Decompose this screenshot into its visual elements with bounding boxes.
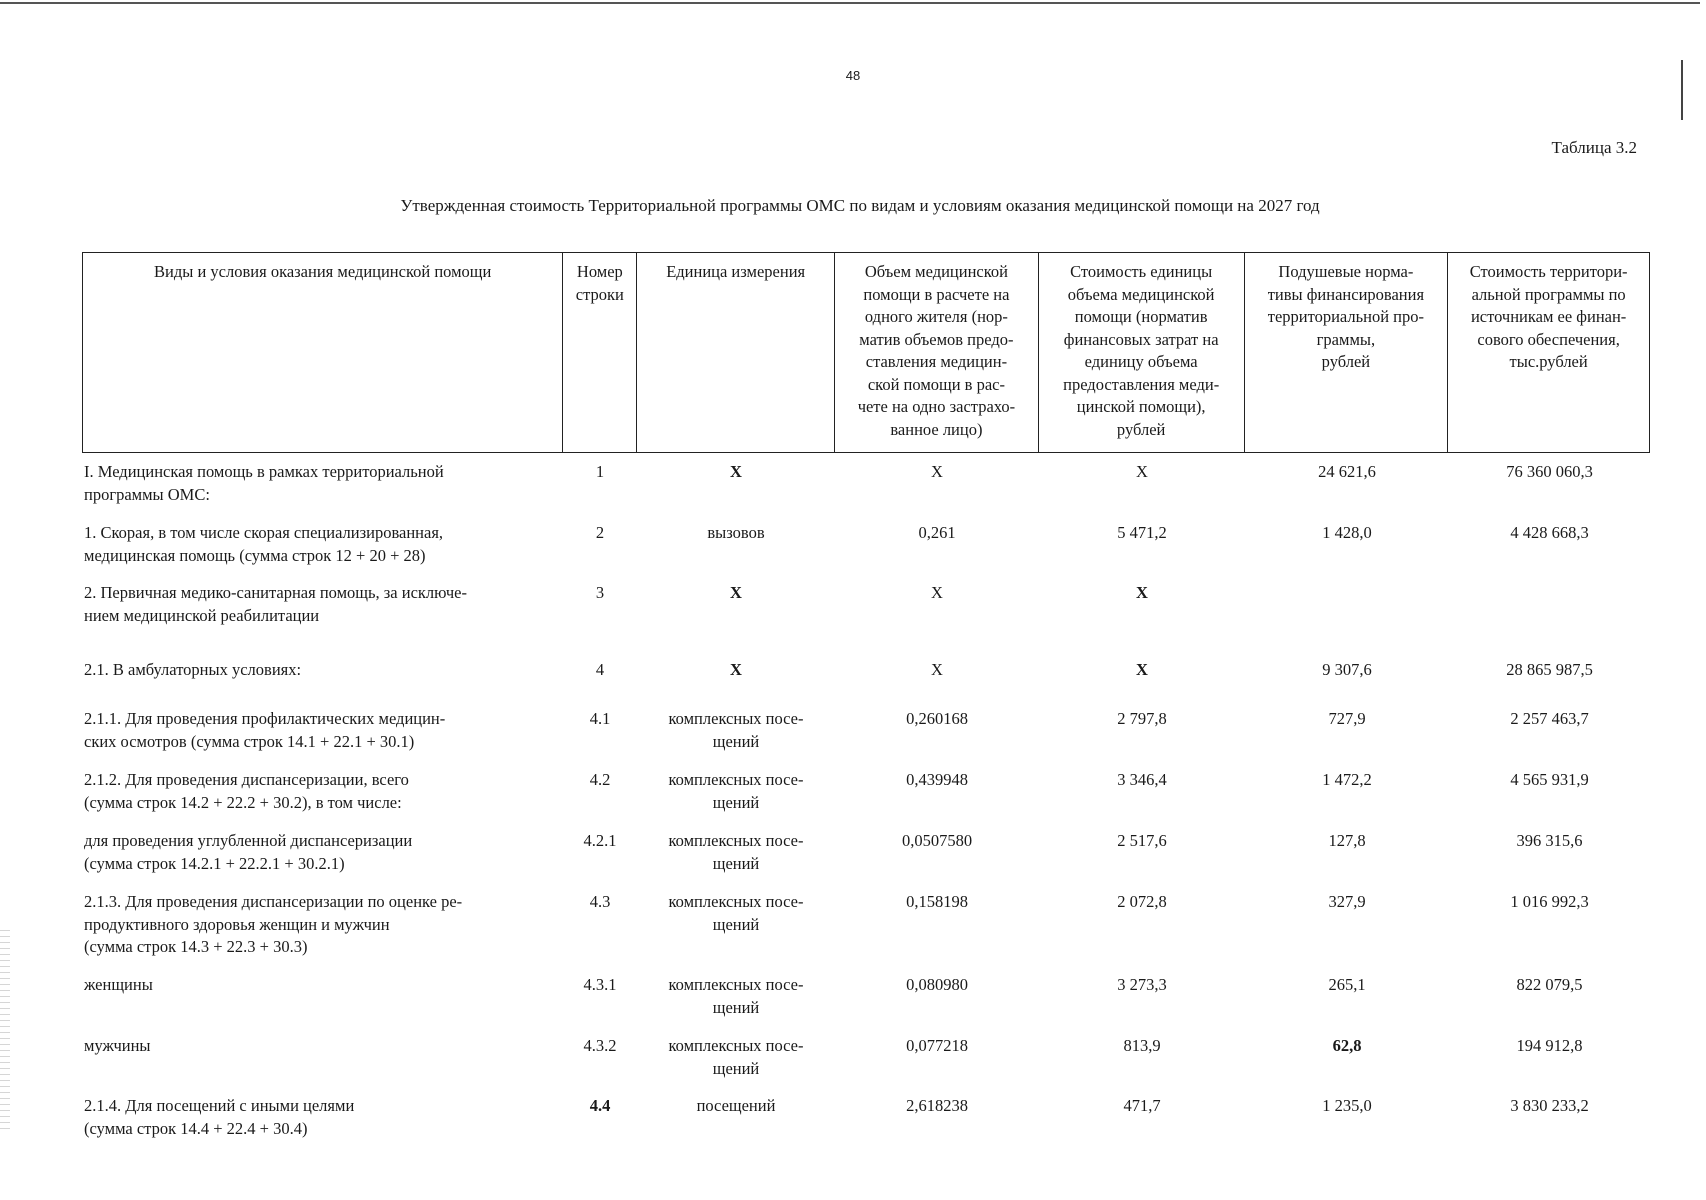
row-unit: X — [730, 660, 742, 679]
row-number: 1 — [595, 462, 605, 481]
row-number: 2 — [595, 523, 605, 542]
row-unit-cost: 471,7 — [1123, 1096, 1161, 1115]
row-name: 2.1.3. Для проведения диспансеризации по оценке ре- продуктивного здоровья женщин и мужчин (сумма строк 14.3 + 22.3 + 30.3) — [84, 892, 463, 956]
row-per-capita: 62,8 — [1332, 1036, 1362, 1055]
row-unit: вызовов — [707, 523, 765, 542]
row-total: 4 428 668,3 — [1510, 523, 1589, 542]
row-unit: комплексных посе- щений — [668, 709, 804, 751]
row-unit: комплексных посе- щений — [668, 975, 804, 1017]
row-unit-cost: 2 072,8 — [1117, 892, 1167, 911]
row-per-capita: 9 307,6 — [1322, 660, 1372, 679]
header-cell-type: Виды и условия оказания медицинской помощи — [83, 253, 563, 452]
scan-edge-line — [0, 2, 1700, 4]
row-number: 4.1 — [589, 709, 611, 728]
row-per-capita: 1 472,2 — [1322, 770, 1372, 789]
row-total: 1 016 992,3 — [1510, 892, 1589, 911]
row-name: 1. Скорая, в том числе скорая специализированная, медицинская помощь (сумма строк 12 + 20 + 28) — [84, 523, 444, 565]
row-volume: X — [931, 660, 943, 679]
row-total: 194 912,8 — [1516, 1036, 1583, 1055]
row-number: 4.3 — [589, 892, 611, 911]
row-volume: 0,439948 — [906, 770, 968, 789]
row-number: 4.2.1 — [583, 831, 617, 850]
row-unit-cost: 2 797,8 — [1117, 709, 1167, 728]
table-header — [82, 252, 1650, 453]
row-name: 2.1.4. Для посещений с иными целями (сумма строк 14.4 + 22.4 + 30.4) — [84, 1096, 355, 1138]
row-volume: 0,080980 — [906, 975, 968, 994]
row-name: I. Медицинская помощь в рамках территориальной программы ОМС: — [84, 462, 444, 504]
row-unit-cost: X — [1136, 583, 1148, 602]
header-cell-volume: Объем медицинской помощи в расчете на одного жителя (нор- матив объемов предо- ставления медицин- ской помощи в рас- чете на одно застрахо- ванное лицо) — [835, 253, 1039, 452]
row-unit-cost: X — [1136, 660, 1148, 679]
scan-noise — [0, 930, 10, 1130]
header-cell-program-cost: Стоимость территори- альной программы по источникам ее финан- сового обеспечения, тыс.рублей — [1469, 262, 1628, 371]
row-unit: комплексных посе- щений — [668, 770, 804, 812]
row-number: 4 — [595, 660, 605, 679]
row-volume: 0,260168 — [906, 709, 968, 728]
row-unit-cost: 5 471,2 — [1117, 523, 1167, 542]
page-number: 48 — [845, 68, 861, 83]
row-volume: X — [931, 583, 943, 602]
row-per-capita: 265,1 — [1328, 975, 1366, 994]
row-total: 396 315,6 — [1516, 831, 1583, 850]
row-unit: комплексных посе- щений — [668, 1036, 804, 1078]
row-number: 4.3.2 — [583, 1036, 617, 1055]
row-unit-cost: 3 346,4 — [1117, 770, 1167, 789]
header-cell-per-capita: Подушевые норма- тивы финансирования территориальной про- граммы, рублей — [1245, 253, 1449, 452]
header-cell-row-number: Номер строки — [563, 253, 637, 452]
row-volume: 0,261 — [918, 523, 956, 542]
row-unit: X — [730, 583, 742, 602]
row-volume: 0,077218 — [906, 1036, 968, 1055]
row-total: 3 830 233,2 — [1510, 1096, 1589, 1115]
header-cell-unit-cost: Стоимость единицы объема медицинской помощи (норматив финансовых затрат на единицу объема предоставления меди- цинской помощи), рублей — [1039, 253, 1245, 452]
document-title: Утвержденная стоимость Территориальной программы ОМС по видам и условиям оказания медицинской помощи на 2027 год — [400, 196, 1320, 215]
row-volume: 0,0507580 — [901, 831, 973, 850]
row-unit-cost: X — [1136, 462, 1148, 481]
table-label: Таблица 3.2 — [1551, 138, 1637, 157]
row-per-capita: 127,8 — [1328, 831, 1366, 850]
row-per-capita: 1 428,0 — [1322, 523, 1372, 542]
row-unit: комплексных посе- щений — [668, 892, 804, 934]
row-per-capita: 327,9 — [1328, 892, 1366, 911]
row-unit-cost: 3 273,3 — [1117, 975, 1167, 994]
row-total: 28 865 987,5 — [1506, 660, 1593, 679]
row-name: 2.1. В амбулаторных условиях: — [84, 660, 302, 679]
row-total: 822 079,5 — [1516, 975, 1583, 994]
row-number: 4.2 — [589, 770, 611, 789]
row-name: мужчины — [84, 1036, 151, 1055]
row-name: 2.1.2. Для проведения диспансеризации, всего (сумма строк 14.2 + 22.2 + 30.2), в том числе: — [84, 770, 409, 812]
row-per-capita: 1 235,0 — [1322, 1096, 1372, 1115]
row-name: для проведения углубленной диспансеризации (сумма строк 14.2.1 + 22.2.1 + 30.2.1) — [84, 831, 413, 873]
row-total: 76 360 060,3 — [1506, 462, 1593, 481]
row-volume: X — [931, 462, 943, 481]
row-unit: комплексных посе- щений — [668, 831, 804, 873]
row-total: 4 565 931,9 — [1510, 770, 1589, 789]
row-name: женщины — [84, 975, 153, 994]
row-name: 2.1.1. Для проведения профилактических медицин- ских осмотров (сумма строк 14.1 + 22.1 + 30.1) — [84, 709, 446, 751]
header-cell-unit: Единица измерения — [637, 253, 835, 452]
row-name: 2. Первичная медико-санитарная помощь, за исключе- нием медицинской реабилитации — [84, 583, 467, 625]
row-total: 2 257 463,7 — [1510, 709, 1589, 728]
row-unit-cost: 813,9 — [1123, 1036, 1161, 1055]
row-number: 4.4 — [589, 1096, 611, 1115]
row-unit: посещений — [696, 1096, 776, 1115]
row-number: 4.3.1 — [583, 975, 617, 994]
row-per-capita: 24 621,6 — [1318, 462, 1376, 481]
row-unit: X — [730, 462, 742, 481]
row-volume: 2,618238 — [906, 1096, 968, 1115]
row-per-capita: 727,9 — [1328, 709, 1366, 728]
row-unit-cost: 2 517,6 — [1117, 831, 1167, 850]
row-volume: 0,158198 — [906, 892, 968, 911]
row-number: 3 — [595, 583, 605, 602]
